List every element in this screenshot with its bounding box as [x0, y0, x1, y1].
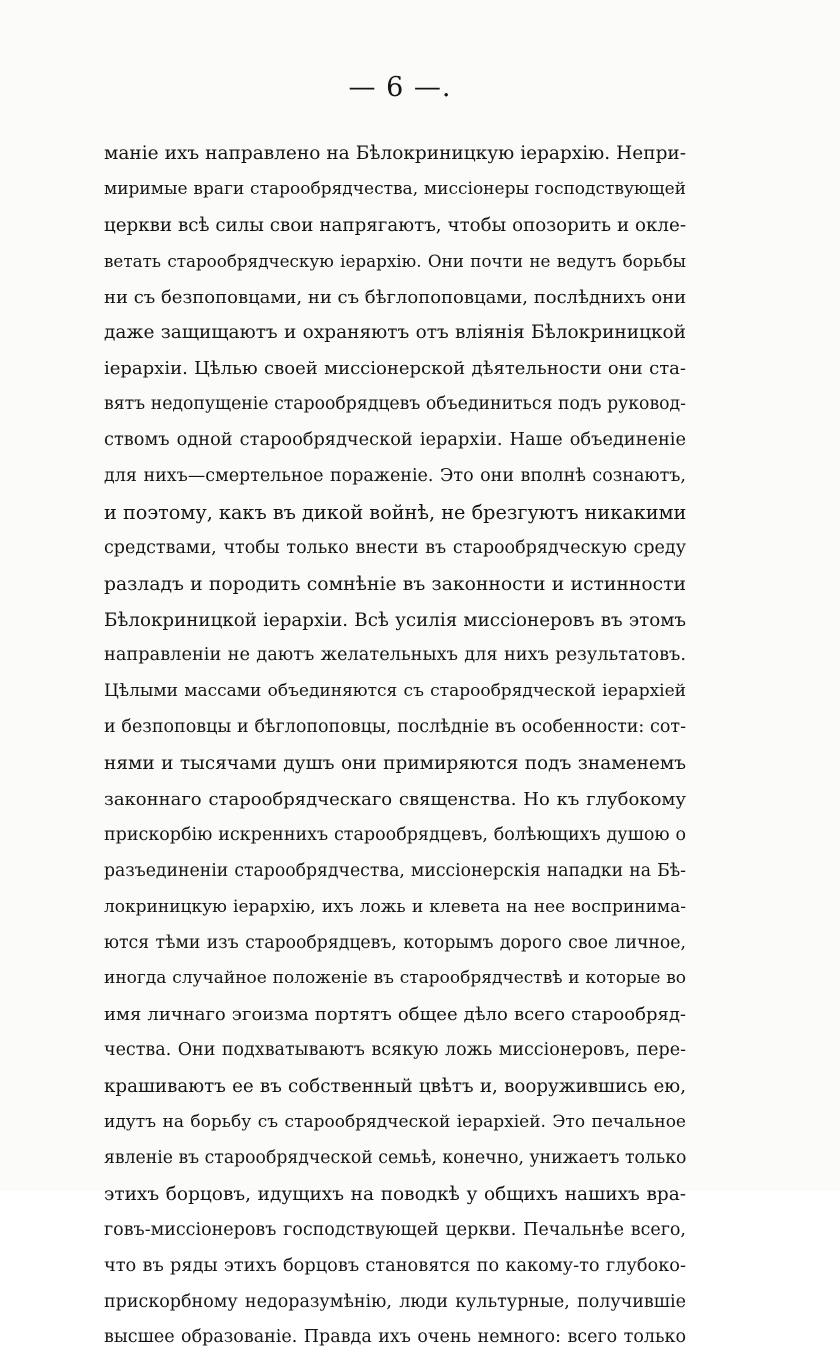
text-line: іерархіи. Цѣлью своей миссіонерской дѣятельности они ста-	[104, 358, 686, 380]
text-line: этихъ борцовъ, идущихъ на поводкѣ у общихъ нашихъ вра-	[104, 1183, 686, 1205]
text-line: и безпоповцы и бѣглопоповцы, послѣдніе въ особенности: сот-	[104, 717, 686, 738]
text-line: разъединеніи старообрядчества, миссіонерскія нападки на Бѣ-	[104, 860, 686, 881]
text-line: церкви всѣ силы свои напрягаютъ, чтобы опозорить и окле-	[104, 214, 686, 236]
text-line: разладъ и породить сомнѣніе въ законности и истинности	[104, 573, 686, 595]
text-line: явленіе въ старообрядческой семьѣ, конечно, унижаетъ только	[104, 1147, 686, 1168]
text-line: локриницкую іерархію, ихъ ложь и клевета на нее воспринима-	[104, 896, 686, 917]
page-number: — 6 —.	[348, 72, 452, 103]
text-line: маніе ихъ направлено на Бѣлокриницкую іерархію. Непри-	[104, 143, 686, 164]
text-line: Бѣлокриницкой іерархіи. Всѣ усилія миссіонеровъ въ этомъ	[104, 609, 686, 631]
text-line: средствами, чтобы только внести въ старообрядческую среду	[104, 537, 686, 558]
text-line: и поэтому, какъ въ дикой войнѣ, не брезгуютъ никакими	[104, 500, 686, 524]
text-line: миримые враги старообрядчества, миссіонеры господствующей	[104, 178, 686, 199]
text-line: прискорбному недоразумѣнію, люди культурные, получившіе	[104, 1291, 686, 1312]
text-line: для нихъ—смертельное пораженіе. Это они вполнѣ сознаютъ,	[104, 466, 686, 487]
text-line: нями и тысячами душъ они примиряются подъ знаменемъ	[104, 753, 686, 775]
text-line: имя личнаго эгоизма портятъ общее дѣло всего старообряд-	[104, 1004, 686, 1026]
text-line: Цѣлыми массами объединяются съ старообрядческой іерархіей	[104, 681, 686, 702]
text-line: прискорбію искреннихъ старообрядцевъ, болѣющихъ душою о	[104, 824, 686, 845]
text-line: ются тѣми изъ старообрядцевъ, которымъ дорого свое личное,	[104, 932, 686, 953]
text-line: что въ ряды этихъ борцовъ становятся по какому-то глубоко-	[104, 1255, 686, 1276]
text-line: говъ-миссіонеровъ господствующей церкви. Печальнѣе всего,	[104, 1219, 686, 1240]
text-line: даже защищаютъ и охраняютъ отъ вліянія Бѣлокриницкой	[104, 322, 686, 344]
text-line: высшее образованіе. Правда ихъ очень немного: всего только	[104, 1327, 686, 1348]
text-line: иногда случайное положеніе въ старообрядчествѣ и которые во	[104, 968, 686, 989]
text-line: ветать старообрядческую іерархію. Они почти не ведутъ борьбы	[104, 250, 686, 271]
text-line: идутъ на борьбу съ старообрядческой іерархіей. Это печальное	[104, 1112, 686, 1133]
body-text	[104, 136, 686, 1356]
text-line: ствомъ одной старообрядческой іерархіи. Наше объединеніе	[104, 430, 686, 451]
text-line: ни съ безпоповцами, ни съ бѣглопоповцами, послѣднихъ они	[104, 286, 686, 308]
text-line: вятъ недопущеніе старообрядцевъ объединиться подъ руковод-	[104, 394, 686, 415]
text-line: направленіи не даютъ желательныхъ для нихъ результатовъ.	[104, 645, 686, 666]
text-line: чества. Они подхватываютъ всякую ложь миссіонеровъ, пере-	[104, 1040, 686, 1061]
text-line: крашиваютъ ее въ собственный цвѣтъ и, вооружившись ею,	[104, 1076, 686, 1098]
text-line: законнаго старообрядческаго священства. Но къ глубокому	[104, 789, 686, 811]
